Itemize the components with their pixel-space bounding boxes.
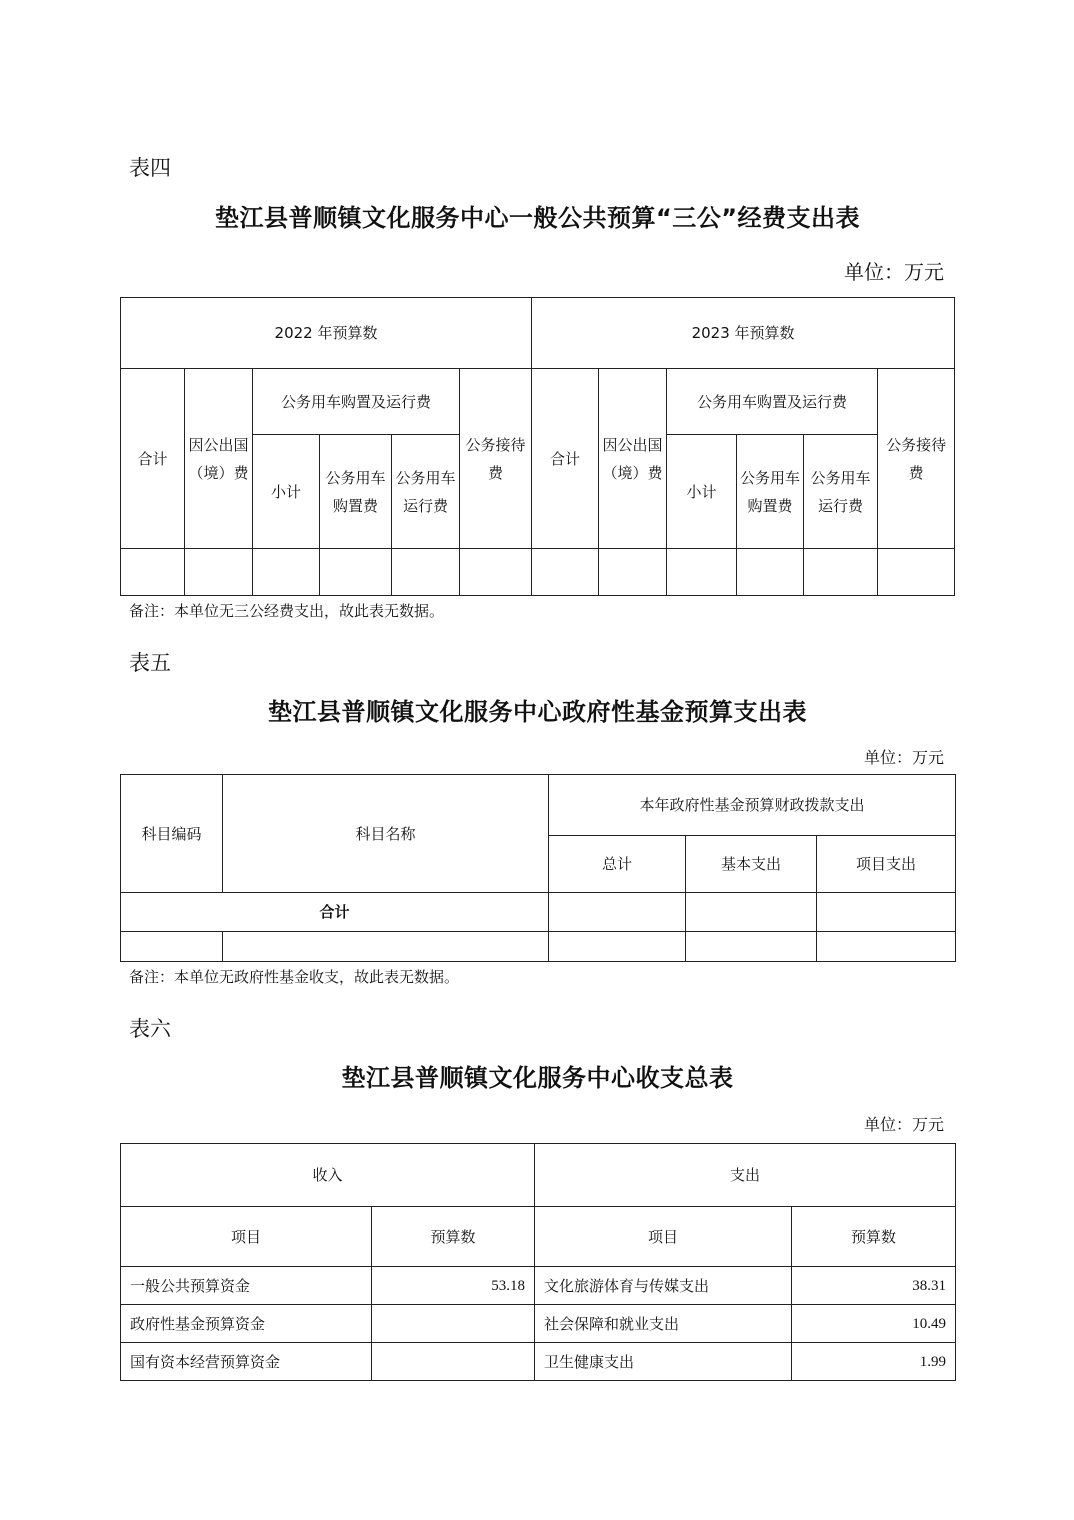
header-name: 科目名称 (223, 775, 549, 893)
table-cell (549, 932, 686, 962)
header-2023: 2023 年预算数 (532, 298, 955, 369)
table-cell (121, 549, 185, 596)
government-fund-table (120, 774, 956, 962)
header-abroad-2023: 因公出国（境）费 (599, 369, 667, 549)
expense-value: 1.99 (792, 1343, 956, 1381)
table-row (121, 1343, 956, 1381)
expense-value: 38.31 (792, 1267, 956, 1305)
table-cell (121, 932, 223, 962)
table-cell (817, 932, 956, 962)
expense-item: 文化旅游体育与传媒支出 (535, 1267, 792, 1305)
table-cell (320, 549, 392, 596)
header-total-2022: 合计 (121, 369, 185, 549)
table6-unit: 单位：万元 (863, 1115, 944, 1134)
expense-item: 卫生健康支出 (535, 1343, 792, 1381)
table-cell (667, 549, 737, 596)
table4-note: 备注：本单位无三公经费支出，故此表无数据。 (129, 602, 445, 620)
table-cell (532, 549, 599, 596)
header-car-run-2022: 公务用车运行费 (392, 435, 460, 549)
header-car-run-2023: 公务用车运行费 (804, 435, 878, 549)
income-item: 政府性基金预算资金 (121, 1305, 372, 1343)
header-basic: 基本支出 (686, 836, 817, 893)
table-row (121, 549, 955, 596)
table-cell (878, 549, 955, 596)
table5-title: 垫江县普顺镇文化服务中心政府性基金预算支出表 (268, 698, 807, 726)
table-cell (599, 549, 667, 596)
header-car-purchase-2022: 公务用车购置费 (320, 435, 392, 549)
header-expense: 支出 (535, 1144, 956, 1207)
header-expense-budget: 预算数 (792, 1207, 956, 1267)
table-cell (817, 893, 956, 932)
table6-title: 垫江县普顺镇文化服务中心收支总表 (341, 1064, 734, 1092)
header-code: 科目编码 (121, 775, 223, 893)
table-row (121, 932, 956, 962)
header-expense-item: 项目 (535, 1207, 792, 1267)
header-subtotal-2023: 小计 (667, 435, 737, 549)
header-income: 收入 (121, 1144, 535, 1207)
header-project: 项目支出 (817, 836, 956, 893)
table5-label: 表五 (129, 651, 171, 675)
income-item: 一般公共预算资金 (121, 1267, 372, 1305)
table-cell (737, 549, 804, 596)
table5-unit: 单位：万元 (863, 748, 944, 767)
table-cell (549, 893, 686, 932)
table-cell (253, 549, 320, 596)
header-reception-2023: 公务接待费 (878, 369, 955, 549)
table4-title: 垫江县普顺镇文化服务中心一般公共预算“三公”经费支出表 (214, 204, 861, 232)
header-total-2023: 合计 (532, 369, 599, 549)
header-subtotal-2022: 小计 (253, 435, 320, 549)
header-car-purchase-2023: 公务用车购置费 (737, 435, 804, 549)
header-car-group-2022: 公务用车购置及运行费 (253, 369, 460, 435)
header-2022: 2022 年预算数 (121, 298, 532, 369)
table-cell (804, 549, 878, 596)
table4-label: 表四 (129, 156, 171, 180)
table4-unit: 单位：万元 (844, 260, 944, 284)
table-cell (223, 932, 549, 962)
income-value: 53.18 (372, 1267, 535, 1305)
header-car-group-2023: 公务用车购置及运行费 (667, 369, 878, 435)
table-cell (460, 549, 532, 596)
expense-value: 10.49 (792, 1305, 956, 1343)
income-value (372, 1343, 535, 1381)
table-row (121, 1305, 956, 1343)
table-row (121, 1267, 956, 1305)
three-public-expense-table (120, 297, 955, 596)
header-reception-2022: 公务接待费 (460, 369, 532, 549)
table5-note: 备注：本单位无政府性基金收支，故此表无数据。 (129, 968, 460, 986)
table6-label: 表六 (129, 1017, 171, 1041)
header-income-budget: 预算数 (372, 1207, 535, 1267)
header-income-item: 项目 (121, 1207, 372, 1267)
total-label: 合计 (121, 893, 549, 932)
income-item: 国有资本经营预算资金 (121, 1343, 372, 1381)
table-cell (686, 893, 817, 932)
expense-item: 社会保障和就业支出 (535, 1305, 792, 1343)
table-cell (686, 932, 817, 962)
table-row (121, 893, 956, 932)
header-sum: 总计 (549, 836, 686, 893)
header-abroad-2022: 因公出国（境）费 (185, 369, 253, 549)
table-cell (185, 549, 253, 596)
header-fund-group: 本年政府性基金预算财政拨款支出 (549, 775, 956, 836)
table-cell (392, 549, 460, 596)
income-expense-table (120, 1143, 956, 1381)
income-value (372, 1305, 535, 1343)
